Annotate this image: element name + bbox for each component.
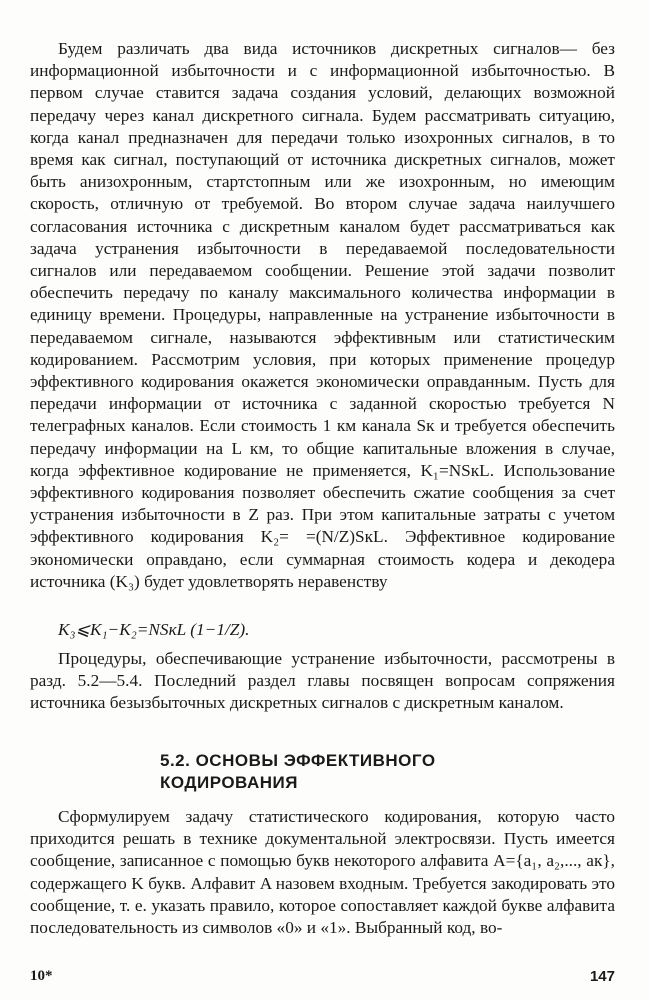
formula-inequality: K₃⩽K₁−K₂=NSкL (1−1/Z). xyxy=(58,620,250,639)
footer-signature-mark: 10* xyxy=(30,968,53,984)
paragraph-text: Процедуры, обеспечивающие устранение избыточности, рассмотрены в разд. 5.2—5.4. Последний раздел главы посвящен вопросам сопряжения источника безызбыточных дискретных сигналов с дискретным каналом. xyxy=(30,649,615,713)
section-heading xyxy=(160,750,560,794)
paragraph-text: Будем различать два вида источников дискретных сигналов— без информационной избыточности и с информационной избыточностью. В первом случае ставится задача создания условий, делающих возможной передачу через канал дискретного сигнала. Будем рассматривать ситуацию, когда канал предназначен для передачи только изохронных сигналов, в то время как сигнал, поступающий от источника дискретных сигналов, может быть анизохронным, стартстопным или же изохронным, но имеющим скорость, отличную от требуемой. Во втором случае задача наилучшего согласования источника с дискретным каналом будет рассматриваться как задача устранения избыточности в передаваемой последовательности сигналов или передаваемом сообщении. Решение этой задачи позволит обеспечить передачу по каналу максимального количества информации в единицу времени. Процедуры, направленные на устранение избыточности в передаваемом сигнале, называются эффективным или статистическим кодированием. Рассмотрим условия, при которых применение процедур эффективного кодирования окажется экономически оправданным. Пусть для передачи информации от источника с заданной скоростью требуется N телеграфных каналов. Если стоимость 1 км канала Sк и требуется обеспечить передачу информации на L км, то общие капитальные вложения в случае, когда эффективное кодирование не применяется, K₁=NSкL. Использование эффективного кодирования позволяет обеспечить сжатие сообщения за счет устранения избыточности в Z раз. При этом капитальные затраты с учетом эффективного кодирования K₂= =(N/Z)SкL. Эффективное кодирование экономически оправдано, если суммарная стоимость кодера и декодера источника (K₃) будет удовлетворять неравенству xyxy=(30,39,615,591)
section-heading-line-2: КОДИРОВАНИЯ xyxy=(160,773,298,792)
paragraph-text: Сформулируем задачу статистического кодирования, которую часто приходится решать в технике документальной электросвязи. Пусть имеется сообщение, записанное с помощью букв некоторого алфавита A={a₁, a₂,..., aк}, содержащего K букв. Алфавит A назовем входным. Требуется закодировать это сообщение, т. е. указать правило, которое сопоставляет каждой букве алфавита последовательность из символов «0» и «1». Выбранный код, во- xyxy=(30,807,615,938)
paragraph-coding-task xyxy=(30,806,615,939)
paragraph-source-types xyxy=(30,38,615,593)
page-number: 147 xyxy=(589,968,615,985)
paragraph-procedures xyxy=(30,648,615,715)
section-heading-line-1: 5.2. ОСНОВЫ ЭФФЕКТИВНОГО xyxy=(160,751,436,770)
